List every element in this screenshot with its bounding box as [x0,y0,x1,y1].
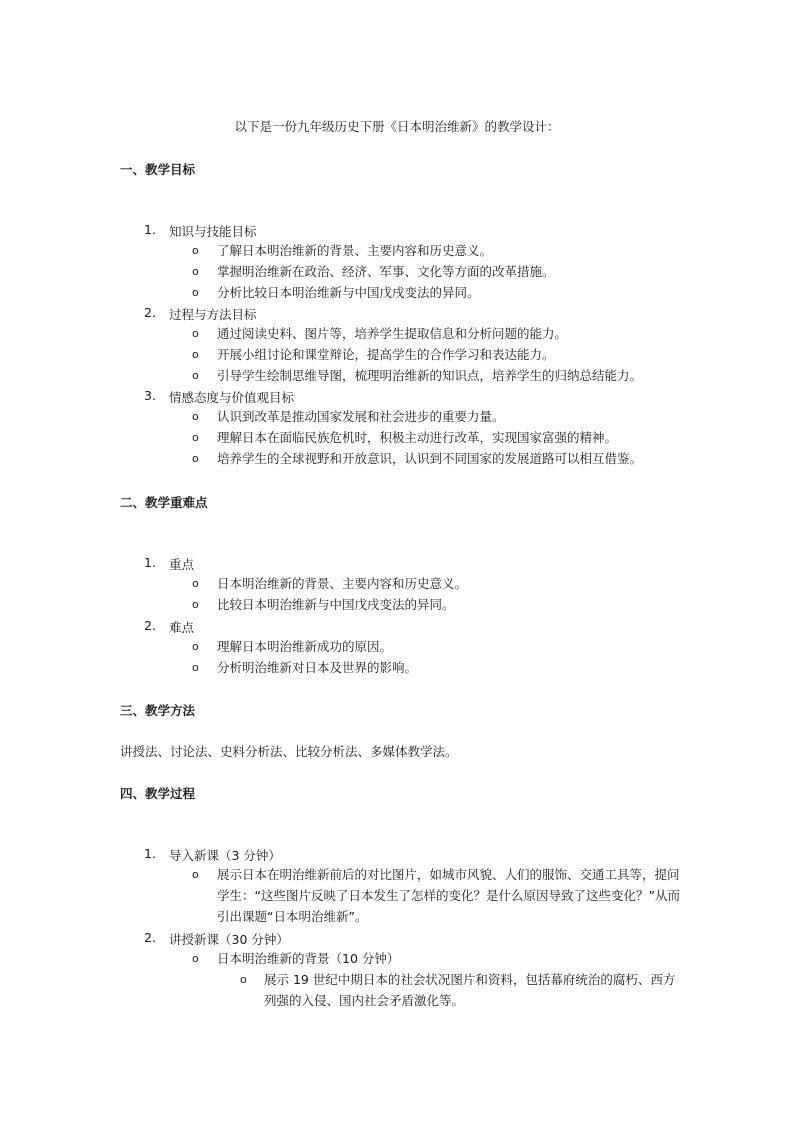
bullet-icon: o [192,369,199,382]
list-number: 2. [144,618,156,633]
list-number: 2. [144,930,156,945]
list-item: 认识到改革是推动国家发展和社会进步的重要力量。 [217,409,505,424]
bullet-icon: o [192,598,199,611]
intro-line: 以下是一份九年级历史下册《日本明治维新》的教学设计： [234,119,560,134]
list-item: 日本明治维新的背景（10 分钟） [217,951,400,966]
list-item: 分析明治维新对日本及世界的影响。 [217,660,418,675]
sub-list-item: 展示 19 世纪中期日本的社会状况图片和资料，包括幕府统治的腐朽、西方列强的入侵、国内社会矛盾激化等。 [264,972,676,1008]
list-number: 1. [144,846,156,861]
bullet-icon: o [192,244,199,257]
list-item-label: 讲授新课（30 分钟） [169,932,289,947]
list-number: 1. [144,555,156,570]
bullet-icon: o [192,452,199,465]
list-item: 培养学生的全球视野和开放意识，认识到不同国家的发展道路可以相互借鉴。 [217,451,643,466]
list-number: 3. [144,388,156,403]
bullet-icon: o [240,973,247,986]
list-item-label: 难点 [169,620,195,635]
list-item: 展示日本在明治维新前后的对比图片，如城市风貌、人们的服饰、交通工具等，提问学生：“这些图片反映了日本发生了怎样的变化？是什么原因导致了这些变化？”从而引出课题“日本明治维新”。 [217,867,680,924]
bullet-icon: o [192,577,199,590]
bullet-icon: o [192,431,199,444]
section-heading-key-points: 二、教学重难点 [120,495,208,510]
bullet-icon: o [192,327,199,340]
list-item-label: 导入新课（3 分钟） [169,848,281,863]
section-heading-objectives: 一、教学目标 [120,162,196,177]
list-number: 1. [144,222,156,237]
section-heading-methods: 三、教学方法 [120,703,196,718]
bullet-icon: o [192,265,199,278]
bullet-icon: o [192,661,199,674]
list-item-label: 知识与技能目标 [169,224,257,239]
bullet-icon: o [192,640,199,653]
list-item: 理解日本明治维新成功的原因。 [217,639,393,654]
section-heading-process: 四、教学过程 [120,786,196,801]
list-item: 日本明治维新的背景、主要内容和历史意义。 [217,576,468,591]
list-item: 比较日本明治维新与中国戊戌变法的异同。 [217,597,455,612]
bullet-icon: o [192,410,199,423]
list-item-label: 情感态度与价值观目标 [169,390,295,405]
list-item: 开展小组讨论和课堂辩论，提高学生的合作学习和表达能力。 [217,347,555,362]
list-item: 理解日本在面临民族危机时，积极主动进行改革，实现国家富强的精神。 [217,430,618,445]
list-item: 掌握明治维新在政治、经济、军事、文化等方面的改革措施。 [217,264,555,279]
list-item-label: 重点 [169,557,195,572]
bullet-icon: o [192,952,199,965]
list-item: 分析比较日本明治维新与中国戊戌变法的异同。 [217,285,480,300]
list-item: 了解日本明治维新的背景、主要内容和历史意义。 [217,243,493,258]
bullet-icon: o [192,868,199,881]
list-item-label: 过程与方法目标 [169,307,257,322]
list-item: 引导学生绘制思维导图，梳理明治维新的知识点，培养学生的归纳总结能力。 [217,368,643,383]
bullet-icon: o [192,348,199,361]
list-number: 2. [144,305,156,320]
methods-text: 讲授法、讨论法、史料分析法、比较分析法、多媒体教学法。 [120,744,458,759]
list-item: 通过阅读史料、图片等，培养学生提取信息和分析问题的能力。 [217,326,568,341]
bullet-icon: o [192,286,199,299]
